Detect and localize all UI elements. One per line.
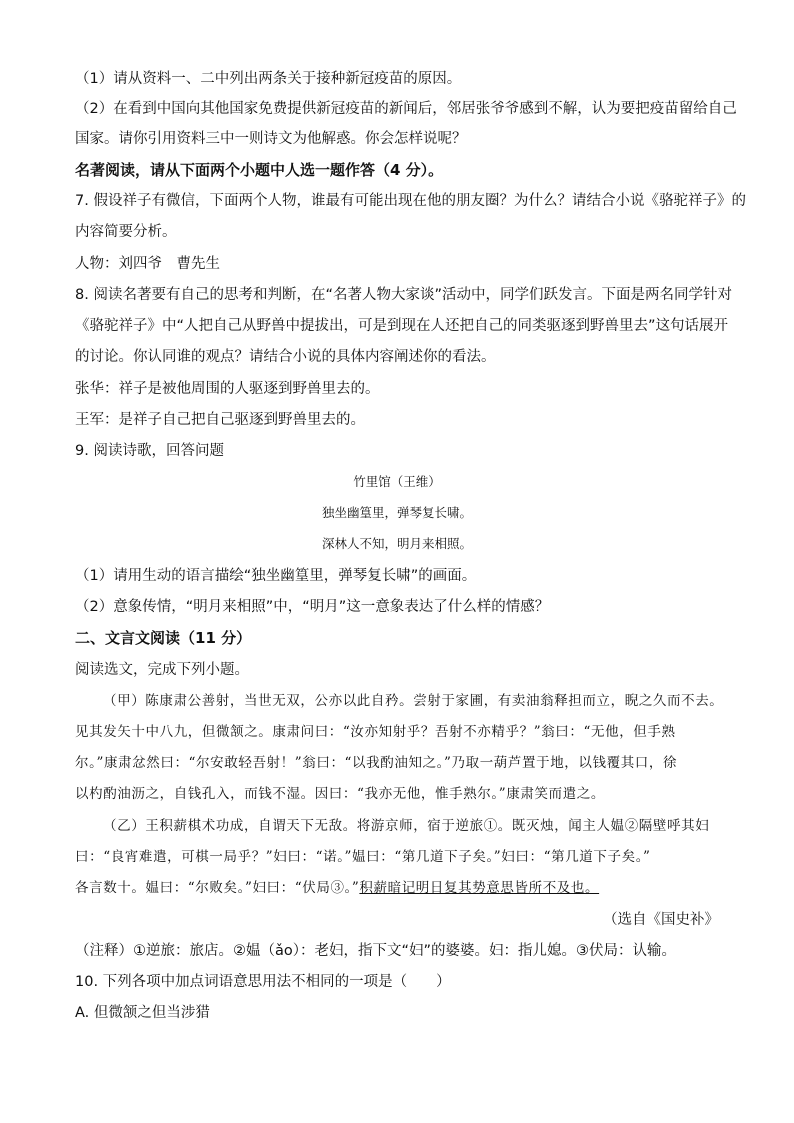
passage-jia-line4: 以杓酌油沥之，自钱孔入，而钱不湿。因曰：“我亦无他，惟手熟尔。”康肃笑而遣之。	[75, 786, 605, 802]
question-6-2-line1: （2）在看到中国向其他国家免费提供新冠疫苗的新闻后，邻居张爷爷感到不解，认为要把疫苗留给自己	[75, 101, 737, 117]
question-8-line1: 8. 阅读名著要有自己的思考和判断，在“名著人物大家谈”活动中，同学们跃发言。下面是两名同学针对	[75, 287, 732, 303]
passage-jia-line2: 见其发矢十中八九，但微颔之。康肃问曰：“汝亦知射乎？吾射不亦精乎？”翁曰：“无他，但手熟	[75, 724, 676, 740]
question-6-1: （1）请从资料一、二中列出两条关于接种新冠疫苗的原因。	[75, 71, 462, 87]
reading-instruction: 阅读选文，完成下列小题。	[75, 662, 249, 678]
question-8-line3: 的讨论。你认同谁的观点？请结合小说的具体内容阐述你的看法。	[75, 349, 496, 365]
poem-line-2: 深林人不知，明月来相照。	[321, 536, 472, 551]
question-7-line2: 内容简要分析。	[75, 224, 177, 240]
passage-yi-underlined-sentence: 积薪暗记明日复其势意思皆所不及也。	[359, 880, 600, 896]
poem-line-1: 独坐幽篁里，弹琴复长啸。	[321, 505, 472, 520]
section-2-heading: 二、文言文阅读（11 分）	[75, 629, 252, 647]
question-7-line1: 7. 假设祥子有微信，下面两个人物，谁最有可能出现在他的朋友圈？为什么？请结合小说《骆驼祥子》的	[75, 193, 746, 209]
passage-jia-line3: 尔。”康肃忿然曰：“尔安敢轻吾射！”翁曰：“以我酌油知之。”乃取一葫芦置于地，以钱覆其口，徐	[75, 755, 678, 771]
passage-yi-line2: 曰：“良宵难遣，可棋一局乎？”妇曰：“诺。”媪曰：“第几道下子矣。”妇曰：“第几道下子矣。”	[75, 849, 651, 865]
question-8-wangjun: 王军：是祥子自己把自己驱逐到野兽里去的。	[75, 412, 365, 428]
question-9: 9. 阅读诗歌，回答问题	[75, 443, 224, 459]
question-6-2-line2: 国家。请你引用资料三中一则诗文为他解惑。你会怎样说呢？	[75, 131, 467, 147]
question-9-2: （2）意象传情，“明月来相照”中，“明月”这一意象表达了什么样的情感？	[75, 599, 550, 615]
question-10: 10. 下列各项中加点词语意思用法不相同的一项是（ ）	[75, 974, 451, 990]
source-citation: （选自《国史补》	[603, 912, 719, 928]
passage-jia-line1: （甲）陈康肃公善射，当世无双，公亦以此自矜。尝射于家圃，有卖油翁释担而立，睨之久而不去。	[103, 693, 724, 709]
question-9-1: （1）请用生动的语言描绘“独坐幽篁里，弹琴复长啸”的画面。	[75, 568, 477, 584]
mingzhu-heading: 名著阅读，请从下面两个小题中人选一题作答（4 分）。	[75, 161, 444, 179]
passage-yi-line3	[75, 877, 724, 899]
passage-yi-line1: （乙）王积薪棋术功成，自谓天下无敌。将游京师，宿于逆旅①。既灭烛，闻主人媪②隔壁呼其妇	[103, 818, 710, 834]
passage-yi-line3-text: 各言数十。媪曰：“尔败矣。”妇曰：“伏局③。”	[75, 880, 360, 896]
question-7-characters: 人物：刘四爷 曹先生	[75, 256, 220, 272]
question-8-line2: 《骆驼祥子》中“人把自己从野兽中提拔出，可是到现在人还把自己的同类驱逐到野兽里去”这句话展开	[75, 318, 729, 334]
question-8-zhanghua: 张华：祥子是被他周围的人驱逐到野兽里去的。	[75, 381, 380, 397]
annotation-notes: （注释）①逆旅：旅店。②媪（ǎo）：老妇，指下文“妇”的婆婆。妇：指儿媳。③伏局：认输。	[75, 943, 677, 959]
question-10-option-a: A. 但微颔之但当涉猎	[75, 1005, 210, 1021]
poem-title: 竹里馆（王维）	[353, 474, 441, 489]
